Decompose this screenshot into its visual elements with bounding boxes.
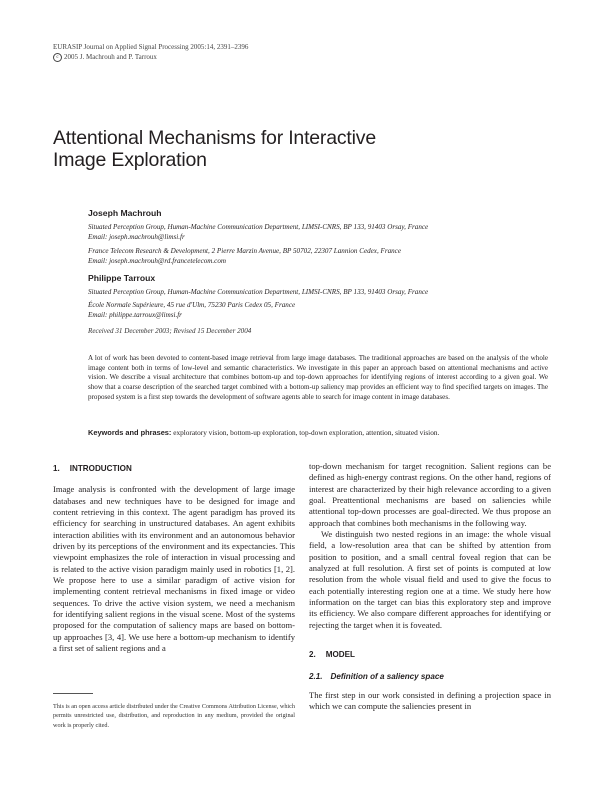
paper-title bbox=[53, 127, 473, 171]
paragraph: Image analysis is confronted with the development of large image databases and new techniques have to be designed for image and content retrieving in this context. The agent paradigm has proved its efficiency for searching in unstructured databases. An agent exhibits interaction abilities with its environment and an autonomous behavior driven by its perceptions of the environment and its expectancies. This viewpoint emphasizes the role of interaction in visual processing and is related to the active vision paradigm mainly used in robotics [1, 2]. We propose here to use a similar paradigm of active vision for implementing content retrieval mechanisms in fixed image or video sequences. To drive the active vision system, we need a mechanism for identifying salient regions in the visual scene. Most of the systems proposed for the computation of saliency maps are based on bottom-up approaches [3, 4]. We use here a bottom-up mechanism to identify a first set of salient regions and a bbox=[53, 484, 295, 654]
author-email: Email: joseph.machrouh@rd.francetelecom.com bbox=[88, 256, 226, 265]
paragraph: top-down mechanism for target recognition. Salient regions can be defined as high-energy contrast regions. On the other hand, regions of interest are characterized by their high relevance according to a given goal. Preattentional mechanisms are based on saliencies while attentional top-down processes are goal-directed. We thus propose an approach that combines both mechanisms in the following way. bbox=[309, 461, 551, 528]
copyright-icon: c bbox=[53, 53, 62, 62]
paragraph: We distinguish two nested regions in an image: the whole visual field, a low-resolution area that can be shifted by attention from position to position, and a small central foveal region that can be analyzed at full resolution. A first set of points is computed at low resolution from the whole visual field and used to give the focus to each potentially interesting region one at a time. We study here how information on the target can bias this exploratory step and improve its efficiency. We also compare different approaches for identifying or rejecting the target when it is foveated. bbox=[309, 529, 551, 630]
subsection-heading: 2.1. Definition of a saliency space bbox=[309, 671, 444, 681]
affiliation: France Telecom Research & Development, 2 Pierre Marzin Avenue, BP 50702, 22307 Lannion Cedex, France Email: joseph.machrouh@rd.francetelecom.com bbox=[88, 247, 548, 266]
author-email: Email: philippe.tarroux@limsi.fr bbox=[88, 310, 182, 319]
abstract: A lot of work has been devoted to content-based image retrieval from large image databases. The traditional approaches are based on the analysis of the whole image content both in terms of low-level and semantic characteristics. We investigate in this paper an approach based on attentional mechanisms and active vision. We describe a visual architecture that combines bottom-up and top-down approaches for identifying regions of interest according to a given goal. We show that a coarse description of the searched target combined with a bottom-up saliency map provides an efficient way to find specified targets on images. The proposed system is a first step towards the development of software agents able to search for image content in image databases. bbox=[88, 354, 548, 401]
author-name: Joseph Machrouh bbox=[88, 208, 162, 218]
footnote: This is an open access article distributed under the Creative Commons Attribution License, which permits unrestricted use, distribution, and reproduction in any medium, provided the original work is properly cited. bbox=[53, 703, 295, 729]
affiliation: Situated Perception Group, Human-Machine Communication Department, LIMSI-CNRS, BP 133, 91403 Orsay, France bbox=[88, 288, 429, 297]
right-column bbox=[309, 461, 551, 713]
keywords-text: exploratory vision, bottom-up exploration, top-down exploration, attention, situated vision. bbox=[173, 428, 440, 437]
received-dates: Received 31 December 2003; Revised 15 December 2004 bbox=[88, 327, 252, 336]
copyright-line: c 2005 J. Machrouh and P. Tarroux bbox=[53, 52, 248, 62]
author-email: Email: joseph.machrouh@limsi.fr bbox=[88, 232, 185, 241]
title-line-1: Attentional Mechanisms for Interactive bbox=[53, 127, 376, 149]
left-column bbox=[53, 463, 295, 655]
paragraph: The first step in our work consisted in defining a projection space in which we can compute the saliencies present in bbox=[309, 689, 551, 712]
keywords-label: Keywords and phrases: bbox=[88, 428, 172, 437]
title-line-2: Image Exploration bbox=[53, 149, 207, 171]
author-block bbox=[88, 208, 548, 335]
journal-line: EURASIP Journal on Applied Signal Processing 2005:14, 2391–2396 bbox=[53, 43, 249, 51]
section-heading: 2. MODEL bbox=[309, 650, 355, 660]
affiliation: Situated Perception Group, Human-Machine Communication Department, LIMSI-CNRS, BP 133, 91403 Orsay, France Email: joseph.machrouh@limsi.fr bbox=[88, 223, 548, 242]
section-heading: 1. INTRODUCTION bbox=[53, 464, 132, 473]
author-name: Philippe Tarroux bbox=[88, 273, 156, 284]
footnote-rule bbox=[53, 693, 93, 694]
running-header bbox=[53, 42, 248, 62]
keywords bbox=[88, 428, 548, 437]
affiliation: École Normale Supérieure, 45 rue d'Ulm, 75230 Paris Cedex 05, France Email: philippe.tarroux@limsi.fr bbox=[88, 301, 548, 320]
